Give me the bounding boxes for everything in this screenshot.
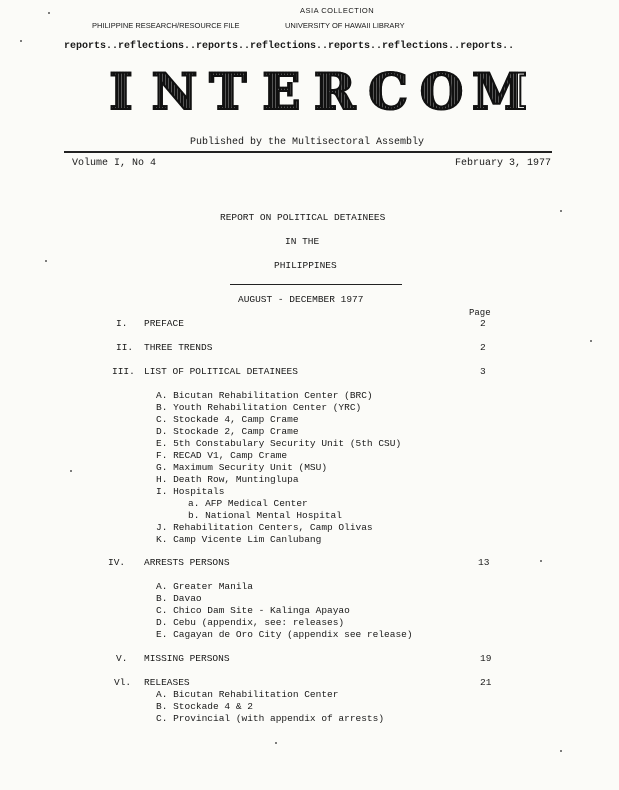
section-title: ARRESTS PERSONS — [144, 557, 230, 568]
tagline: reports..reflections..reports..reflections..reports..reflections..reports.. — [64, 41, 515, 52]
scan-speck — [48, 12, 50, 14]
detainee-item: F. RECAD V1, Camp Crame — [156, 450, 288, 461]
section-page: 13 — [478, 557, 490, 568]
detainee-item: J. Rehabilitation Centers, Camp Olivas — [156, 522, 373, 533]
scan-speck — [45, 260, 47, 262]
release-item: B. Stockade 4 & 2 — [156, 701, 253, 712]
title-rule — [230, 284, 402, 285]
detainee-item: A. Bicutan Rehabilitation Center (BRC) — [156, 390, 373, 401]
section-title: RELEASES — [144, 677, 190, 688]
detainee-item: K. Camp Vicente Lim Canlubang — [156, 534, 322, 545]
masthead-letter: R — [312, 66, 358, 118]
masthead-letter: C — [365, 66, 411, 118]
masthead-letter: N — [151, 62, 198, 121]
detainee-item: D. Stockade 2, Camp Crame — [156, 426, 299, 437]
report-title-line1: REPORT ON POLITICAL DETAINEES — [220, 212, 386, 223]
section-page: 19 — [480, 653, 492, 664]
report-title-line3: PHILIPPINES — [274, 260, 337, 271]
section-page: 3 — [480, 366, 486, 377]
section-number: II. — [116, 342, 134, 353]
section-number: V. — [116, 653, 128, 664]
section-page: 2 — [480, 342, 486, 353]
arrest-item: A. Greater Manila — [156, 581, 253, 592]
section-number: Vl. — [114, 677, 132, 688]
publisher-line: Published by the Multisectoral Assembly — [190, 137, 425, 148]
masthead-letter: I — [98, 66, 144, 118]
section-title: MISSING PERSONS — [144, 653, 230, 664]
report-period: AUGUST - DECEMBER 1977 — [238, 294, 364, 305]
research-file-stamp: PHILIPPINE RESEARCH/RESOURCE FILE — [92, 21, 240, 30]
library-stamp: UNIVERSITY OF HAWAII LIBRARY — [285, 21, 405, 30]
detainee-subitem: b. National Mental Hospital — [188, 510, 342, 521]
arrest-item: D. Cebu (appendix, see: releases) — [156, 617, 345, 628]
header-rule — [64, 151, 552, 153]
detainee-item: H. Death Row, Muntinglupa — [156, 474, 299, 485]
section-page: 21 — [480, 677, 492, 688]
section-number: III. — [112, 366, 135, 377]
masthead-letter: O — [419, 62, 464, 121]
detainee-subitem: a. AFP Medical Center — [188, 498, 308, 509]
scan-speck — [20, 40, 22, 42]
masthead-letter: T — [205, 66, 251, 118]
detainee-item: E. 5th Constabulary Security Unit (5th CSU) — [156, 438, 402, 449]
report-title-line2: IN THE — [285, 236, 320, 247]
section-title: PREFACE — [144, 318, 184, 329]
scan-speck — [560, 210, 562, 212]
volume-number: Volume I, No 4 — [72, 158, 157, 169]
arrest-item: E. Cagayan de Oro City (appendix see release) — [156, 629, 413, 640]
page-column-label: Page — [469, 308, 491, 318]
section-number: IV. — [108, 557, 126, 568]
detainee-item: G. Maximum Security Unit (MSU) — [156, 462, 328, 473]
arrest-item: C. Chico Dam Site - Kalinga Apayao — [156, 605, 350, 616]
section-title: THREE TRENDS — [144, 342, 213, 353]
scan-speck — [275, 742, 277, 744]
detainee-item: I. Hospitals — [156, 486, 225, 497]
section-page: 2 — [480, 318, 486, 329]
masthead-letter: M — [471, 62, 528, 121]
masthead-title — [92, 62, 528, 121]
detainee-item: C. Stockade 4, Camp Crame — [156, 414, 299, 425]
scan-speck — [560, 750, 562, 752]
masthead-letter: E — [258, 66, 304, 118]
section-title: LIST OF POLITICAL DETAINEES — [144, 366, 298, 377]
asia-collection-stamp: ASIA COLLECTION — [300, 6, 375, 15]
section-number: I. — [116, 318, 128, 329]
scan-speck — [590, 340, 592, 342]
issue-date: February 3, 1977 — [455, 158, 552, 169]
scan-speck — [70, 470, 72, 472]
release-item: A. Bicutan Rehabilitation Center — [156, 689, 339, 700]
arrest-item: B. Davao — [156, 593, 202, 604]
release-item: C. Provincial (with appendix of arrests) — [156, 713, 385, 724]
detainee-item: B. Youth Rehabilitation Center (YRC) — [156, 402, 362, 413]
scan-speck — [540, 560, 542, 562]
